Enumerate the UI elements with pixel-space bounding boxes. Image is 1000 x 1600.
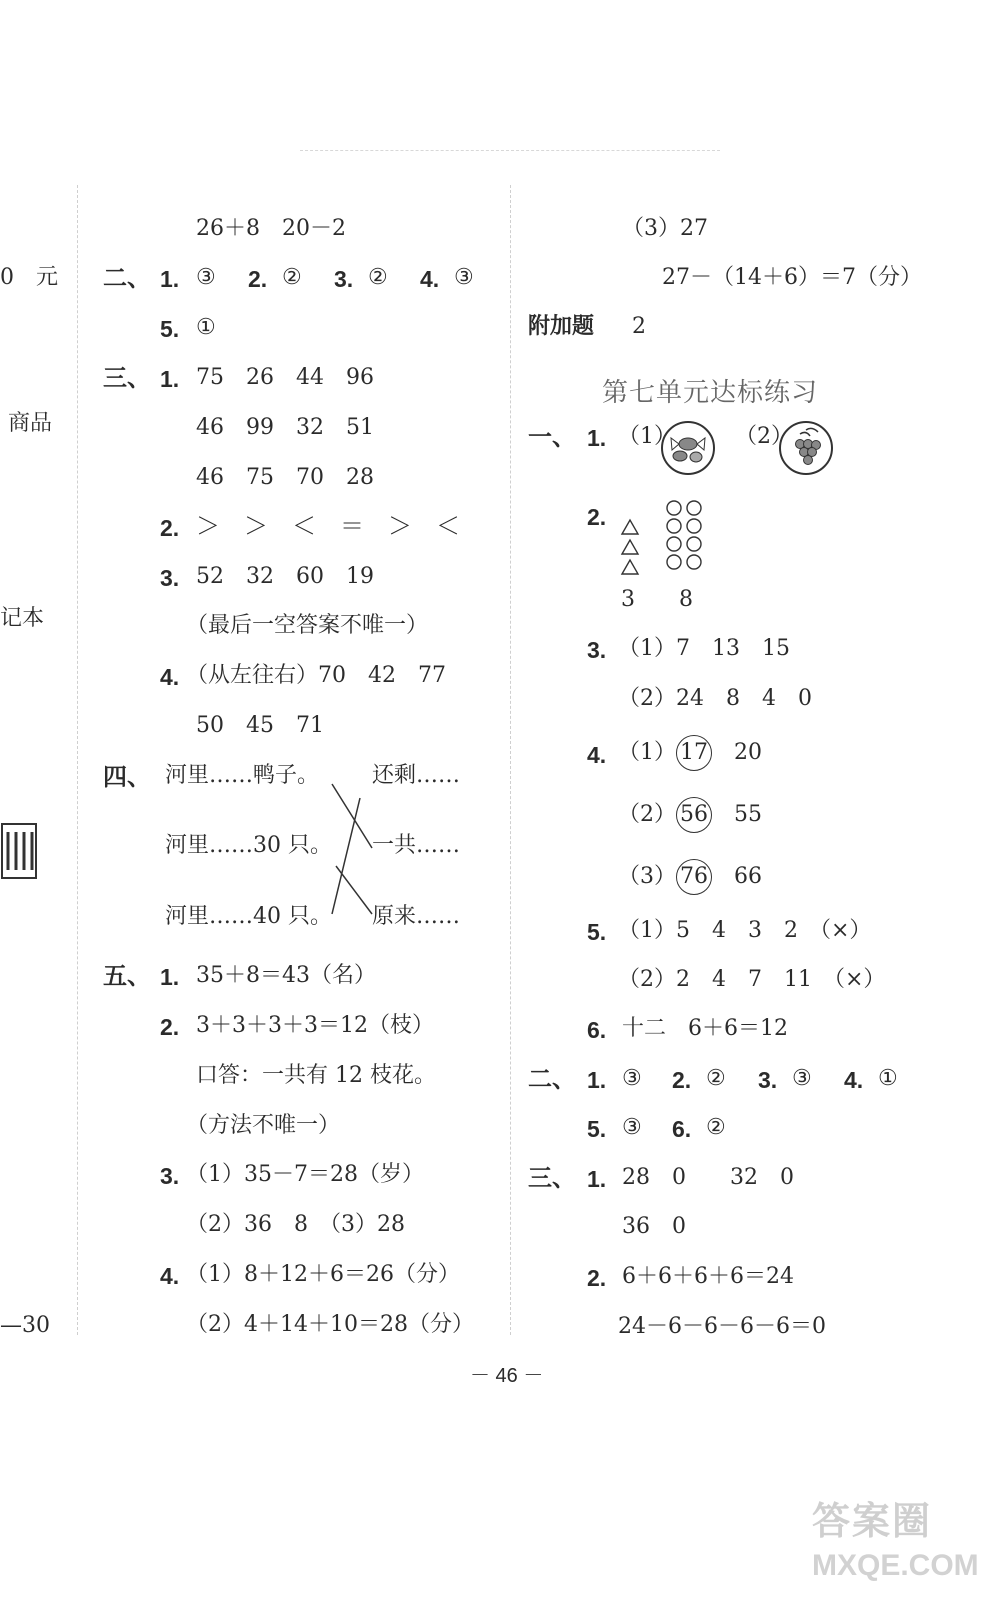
right-s1-q3-ans: （1）7 13 15 [618,636,790,661]
mid-s4-right-1: 还剩…… [372,763,461,788]
right-s1-q3-ans2: （2）24 8 4 0 [618,686,812,711]
mid-s3-q4-ans: （从左往右）70 42 77 [186,663,446,688]
left-yuan: 0 元 [0,265,58,290]
right-s2-q6-ans: ② [706,1115,726,1140]
mid-s2-q3: 3. [334,266,354,292]
right-s1-q4-p2: （2） 56 55 [618,797,762,833]
watermark-text-bottom: MXQE.COM [812,1549,979,1582]
column-divider-right [510,185,511,1335]
mid-s4-right-3: 原来…… [372,904,461,929]
right-s3-q2-ans2: 24－6－6－6－6＝0 [618,1314,826,1339]
mid-s5-q3-ans2: （2）36 8 （3）28 [186,1212,405,1237]
right-s3-q2-ans: 6＋6＋6＋6＝24 [622,1264,794,1289]
page-number: － 46 － [470,1365,544,1387]
mid-s3-q1-row1: 75 26 44 96 [196,365,374,390]
mid-s3-q2: 2. [160,515,180,541]
mid-s5-q1-ans: 35＋8＝43（名） [196,963,376,988]
mid-s2-q2-ans: ② [282,265,302,290]
mid-section-3: 三、 [103,364,151,392]
grape-plate-icon [778,420,834,476]
mid-section-2: 二、 [103,264,151,292]
mid-s4-right-2: 一共…… [372,833,461,858]
right-s1-q2-nums: 3 8 [621,587,693,612]
mid-s3-q1: 1. [160,366,180,392]
watermark-logo [812,1490,997,1595]
mid-s5-q4: 4. [160,1263,180,1289]
circled-answer: 76 [676,859,712,895]
right-s1-q2: 2. [587,504,607,530]
right-s1-q1-a: （1） [618,424,676,449]
mid-s5-q4-ans2: （2）4＋14＋10＝28（分） [186,1312,474,1337]
mid-section-5: 五、 [103,962,151,990]
right-s2-q3-ans: ③ [792,1066,812,1091]
right-s2-q4: 4. [844,1067,864,1093]
right-s2-q6: 6. [672,1116,692,1142]
unit-title: 第七单元达标练习 [602,378,819,408]
right-s1-q6-ans: 十二 6＋6＝12 [622,1016,788,1041]
right-s1-q1: 1. [587,425,607,451]
mid-s2-q5-ans: ① [196,315,216,340]
mid-s2-q1-ans: ③ [196,265,216,290]
mid-line-0: 26＋8 20－2 [196,216,346,241]
mid-s3-q1-row2: 46 99 32 51 [196,415,374,440]
right-line-0: （3）27 [622,216,708,241]
right-line-1: 27－（14＋6）＝7（分） [662,265,922,290]
matching-lines [320,780,380,920]
mid-s4-left-1: 河里……鸭子。 [165,763,320,788]
mid-s5-q3: 3. [160,1163,180,1189]
mid-s3-q4-ans2: 50 45 71 [196,713,324,738]
watermark-text-top: 答案圈 [812,1499,933,1543]
right-s2-q2: 2. [672,1067,692,1093]
mid-s5-q3-ans: （1）35－7＝28（岁） [186,1162,424,1187]
left-minus30: —30 [0,1313,50,1338]
right-section-2: 二、 [528,1065,576,1093]
circled-answer: 56 [676,797,712,833]
right-section-1: 一、 [528,423,576,451]
top-rule [300,150,720,151]
mid-s3-q3-note: （最后一空答案不唯一） [186,613,429,638]
right-s1-q4-p1: （1） 17 20 [618,735,762,771]
mid-s5-q4-ans: （1）8＋12＋6＝26（分） [186,1262,460,1287]
left-goods: 商品 [8,411,53,436]
right-s2-q5-ans: ③ [622,1115,642,1140]
right-s3-q2: 2. [587,1265,607,1291]
mid-s3-q2-ans: ＞ ＞ ＜ ＝ ＞ ＜ [196,512,460,540]
mid-s3-q4: 4. [160,664,180,690]
mid-s5-q1: 1. [160,964,180,990]
shapes-figure [618,498,714,580]
right-s3-q1-ans2: 36 0 [622,1214,686,1239]
right-s1-q5-ans: （1）5 4 3 2 （×） [618,918,872,943]
circled-answer: 17 [676,735,712,771]
mid-s2-q3-ans: ② [368,265,388,290]
mid-s2-q5: 5. [160,316,180,342]
mid-s3-q3: 3. [160,565,180,591]
candy-plate-icon [660,420,716,476]
right-s1-q6: 6. [587,1017,607,1043]
right-s1-q3: 3. [587,637,607,663]
mid-s5-q2-ans: 3＋3＋3＋3＝12（枝） [196,1013,434,1038]
mid-s3-q3-ans: 52 32 60 19 [196,564,374,589]
right-s1-q1-b: （2） [735,424,793,449]
right-s1-q4-p3: （3） 76 66 [618,859,762,895]
left-notebook: 记本 [0,606,45,631]
mid-s5-q2-answer: 口答：一共有 12 枝花。 [196,1063,436,1088]
extra-question-label: 附加题 [528,314,595,339]
mid-s4-left-2: 河里……30 只。 [165,833,332,858]
right-s1-q5-ans2: （2）2 4 7 11 （×） [618,967,886,992]
right-s2-q3: 3. [758,1067,778,1093]
mid-s2-q4: 4. [420,266,440,292]
right-s2-q2-ans: ② [706,1066,726,1091]
mid-s2-q2: 2. [248,266,268,292]
right-s2-q5: 5. [587,1116,607,1142]
right-s1-q5: 5. [587,919,607,945]
right-s2-q1-ans: ③ [622,1066,642,1091]
right-s3-q1: 1. [587,1166,607,1192]
mid-s4-left-3: 河里……40 只。 [165,904,332,929]
calculator-icon [0,820,40,882]
mid-section-4: 四、 [103,763,151,791]
extra-question-answer: 2 [632,314,646,339]
column-divider-left [77,185,78,1335]
mid-s5-q2-note: （方法不唯一） [186,1113,341,1138]
right-s2-q1: 1. [587,1067,607,1093]
right-s1-q4: 4. [587,742,607,768]
right-section-3: 三、 [528,1164,576,1192]
mid-s2-q4-ans: ③ [454,265,474,290]
right-s3-q1-ans: 28 0 32 0 [622,1165,794,1190]
mid-s5-q2: 2. [160,1014,180,1040]
mid-s3-q1-row3: 46 75 70 28 [196,465,374,490]
right-s2-q4-ans: ① [878,1066,898,1091]
mid-s2-q1: 1. [160,266,180,292]
